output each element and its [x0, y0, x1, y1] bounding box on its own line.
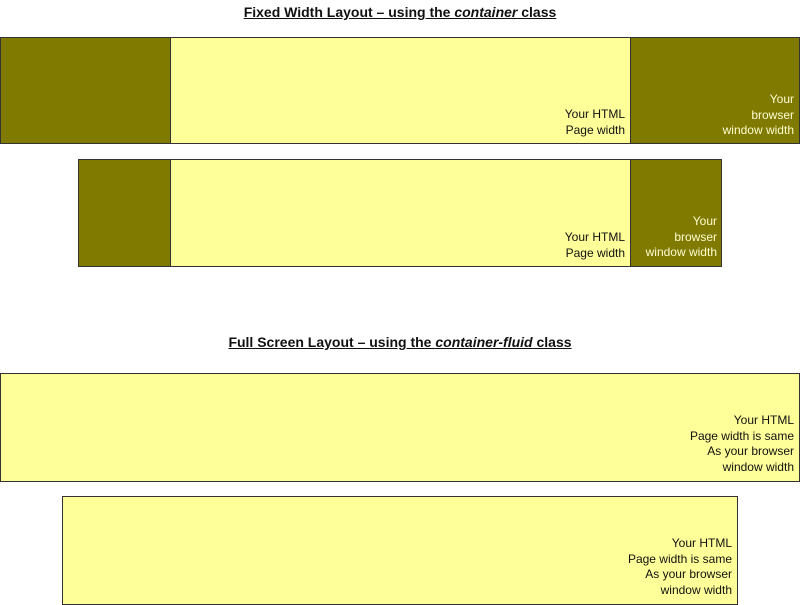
fixed-layout-title: Fixed Width Layout – using the container class: [243, 4, 557, 20]
fixed-narrow-page-label: Your HTML Page width: [564, 230, 625, 260]
fixed-narrow-html-page: [170, 159, 631, 267]
fluid-wide-html-page: [0, 373, 800, 482]
fixed-wide-page-label: Your HTML Page width: [564, 107, 625, 137]
fixed-wide-browser-label: Your browser window width: [722, 92, 794, 137]
fluid-wide-page-label: Your HTML Page width is same As your browser window width: [689, 413, 794, 474]
fluid-layout-title: Full Screen Layout – using the container-fluid class: [228, 334, 572, 350]
fluid-narrow-page-label: Your HTML Page width is same As your browser window width: [627, 536, 732, 597]
fixed-narrow-browser-label: Your browser window width: [645, 214, 717, 259]
fixed-wide-html-page: [170, 37, 631, 144]
